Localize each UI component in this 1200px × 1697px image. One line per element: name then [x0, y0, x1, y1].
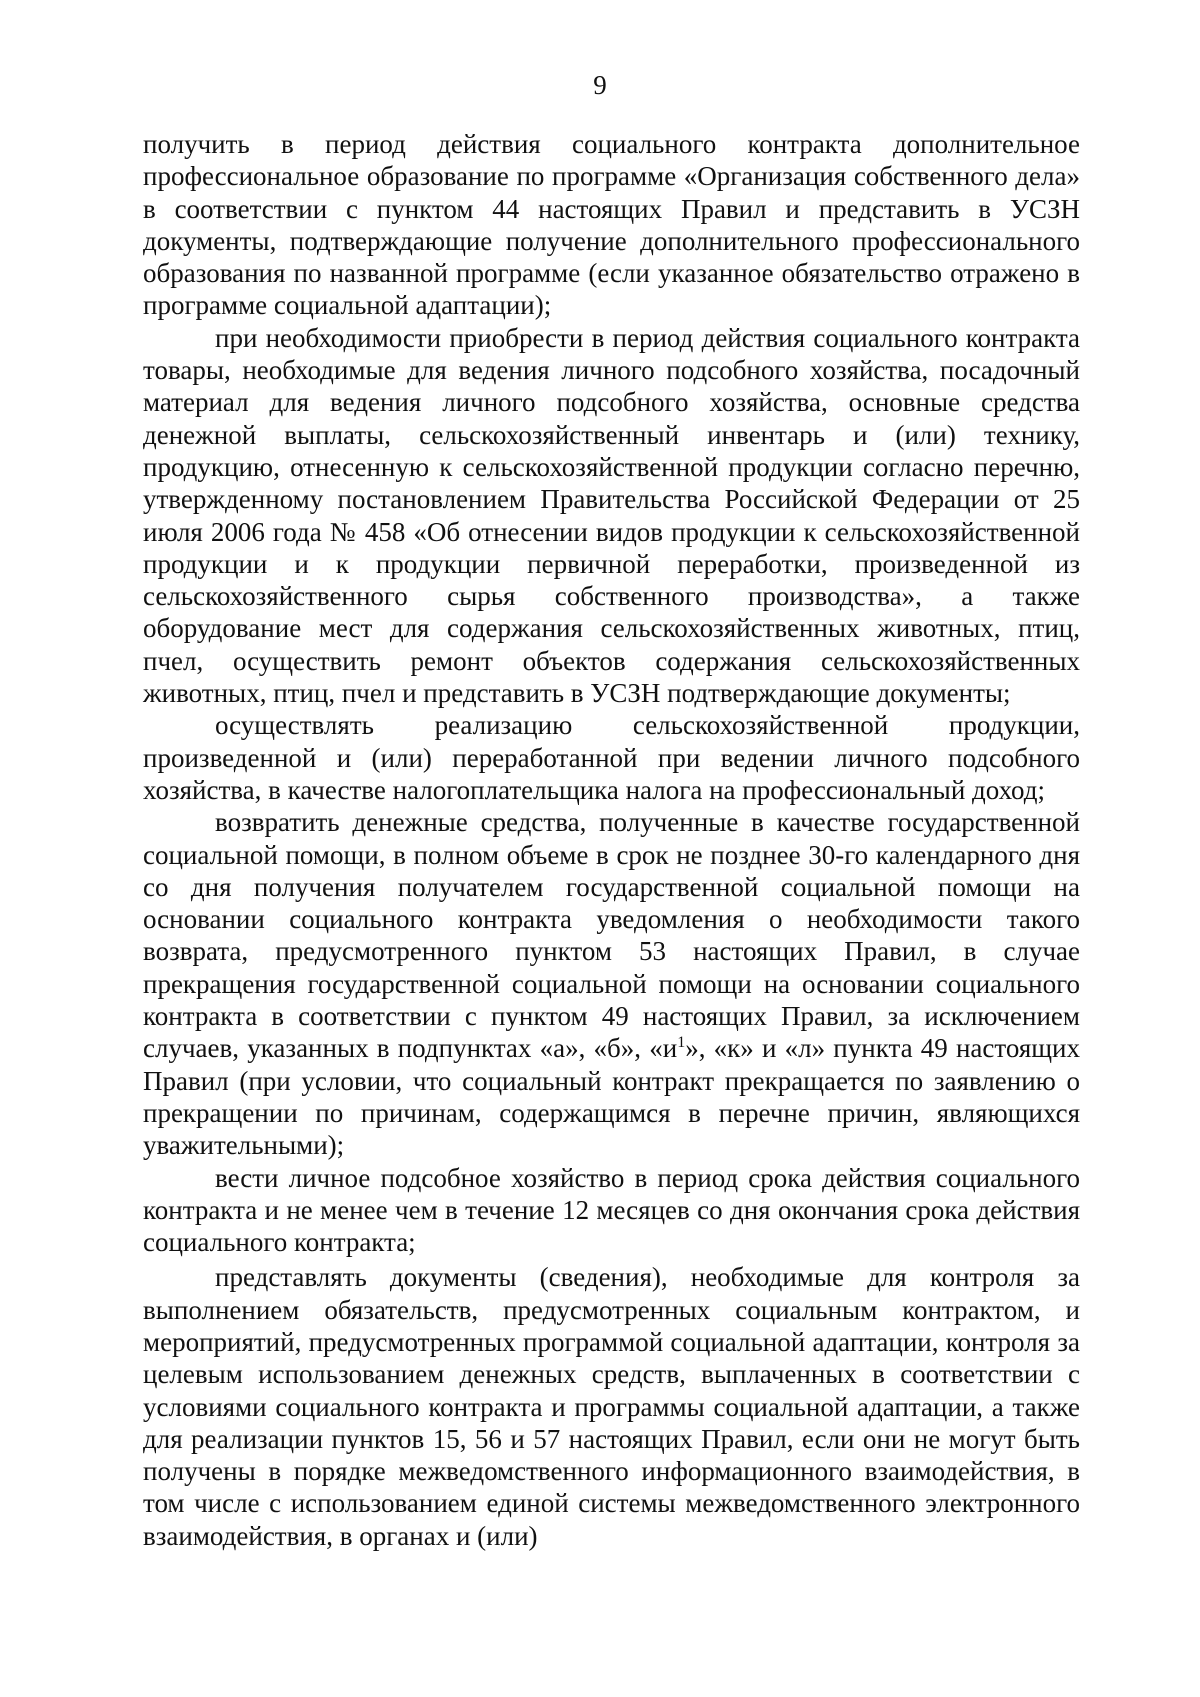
paragraph-text: », «к» и «л» пункта 49 настоящих Правил (при условии, что социальный контракт прекращается по заявлению о прекращении по причинам, содержащимся в перечне причин, являющихся уважительными); [143, 1033, 1080, 1161]
paragraph-continuation: получить в период действия социального контракта дополнительное профессиональное образование по программе «Организация собственного дела» в соответствии с пунктом 44 настоящих Правил и представить в УСЗН документы, подтверждающие получение дополнительного профессионального образования по названной программе (если указанное обязательство отражено в программе социальной адаптации); [143, 129, 1080, 321]
document-body [143, 128, 1080, 1552]
page-number: 9 [593, 70, 607, 100]
paragraph-sell-produce: осуществлять реализацию сельскохозяйственной продукции, произведенной и (или) переработанной при ведении личного подсобного хозяйства, в качестве налогоплательщика налога на профессиональный доход; [143, 710, 1080, 805]
paragraph-return-funds [143, 806, 1080, 1161]
superscript: 1 [677, 1034, 686, 1052]
paragraph-maintain-farm: вести личное подсобное хозяйство в период срока действия социального контракта и не менее чем в течение 12 месяцев со дня окончания срока действия социального контракта; [143, 1162, 1080, 1258]
paragraph-text: возвратить денежные средства, полученные в качестве государственной социальной помощи, в полном объеме в срок не позднее 30-го календарного дня со дня получения получателем государственной социальной помощи на основании социального контракта уведомления о необходимости такого возврата, предусмотренного пунктом 53 настоящих Правил, в случае прекращения государственной социальной помощи на основании социального контракта в соответствии с пунктом 49 настоящих Правил, за исключением случаев, указанных в подпунктах «а», «б», «и [143, 807, 1080, 1064]
paragraph-submit-documents: представлять документы (сведения), необходимые для контроля за выполнением обязательств, предусмотренных социальным контрактом, и мероприятий, предусмотренных программой социальной адаптации, контроля за целевым использованием денежных средств, выплаченных в соответствии с условиями социального контракта и программы социальной адаптации, а также для реализации пунктов 15, 56 и 57 настоящих Правил, если они не могут быть получены в порядке межведомственного информационного взаимодействия, в том числе с использованием единой системы межведомственного электронного взаимодействия, в органах и (или) [143, 1262, 1080, 1551]
paragraph-purchase-goods: при необходимости приобрести в период действия социального контракта товары, необходимые для ведения личного подсобного хозяйства, посадочный материал для ведения личного подсобного хозяйства, основные средства денежной выплаты, сельскохозяйственный инвентарь и (или) технику, продукцию, отнесенную к сельскохозяйственной продукции согласно перечню, утвержденному постановлением Правительства Российской Федерации от 25 июля 2006 года № 458 «Об отнесении видов продукции к сельскохозяйственной продукции и к продукции первичной переработки, произведенной из сельскохозяйственного сырья собственного производства», а также оборудование мест для содержания сельскохозяйственных животных, птиц, пчел, осуществить ремонт объектов содержания сельскохозяйственных животных, птиц, пчел и представить в УСЗН подтверждающие документы; [143, 322, 1080, 709]
